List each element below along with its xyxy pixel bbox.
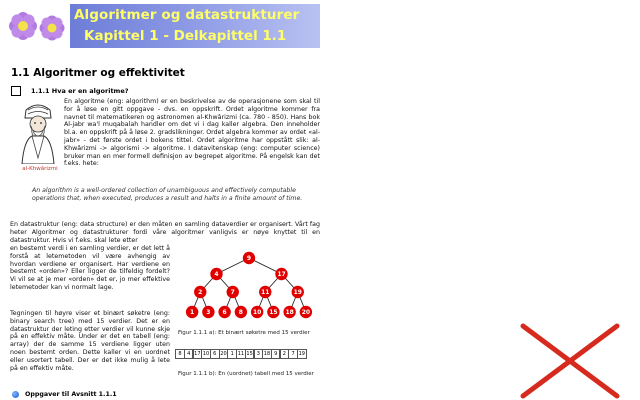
tree-node-label: 20: [301, 309, 311, 317]
array-cell: 8: [175, 349, 185, 359]
array-cell: 17: [194, 351, 201, 357]
array-cell: 10: [202, 351, 210, 357]
array-cell: 15: [246, 351, 253, 357]
array-cell: 18: [263, 351, 271, 357]
portrait-caption: al-Khwârizmi: [22, 166, 58, 172]
section-heading: 1.1 Algoritmer og effektivitet: [11, 67, 185, 79]
array-cell: 4: [184, 349, 194, 359]
tree-node-label: 1: [190, 309, 195, 317]
data-structure-paragraph: En datastruktur (eng: data structure) er den måten en samling dataverdier er organisert. Vårt fag heter Algoritmer og datastrukturer fordi våre algoritmer vanligvis er nøye knyttet til en datastruktur. Hvis vi f.eks. skal lete etter: [10, 221, 320, 244]
exercise-link[interactable]: [12, 391, 117, 398]
array-cell: 11: [237, 351, 245, 357]
array-cell: 2: [280, 349, 290, 359]
tree-node-label: 18: [285, 309, 294, 317]
portrait-image: [18, 100, 58, 164]
tree-node-label: 7: [230, 289, 235, 297]
figure-2-caption: Figur 1.1.1 b): En (uordnet) tabell med 15 verdier: [178, 371, 314, 377]
array-cell: 3: [254, 349, 264, 359]
flower-logo-icon: [8, 4, 70, 48]
array-cell: 20: [220, 351, 227, 357]
array-cell: 19: [298, 351, 305, 357]
binary-search-tree-figure: [176, 250, 322, 322]
exercise-link-label[interactable]: Oppgaver til Avsnitt 1.1.1: [25, 391, 117, 398]
intro-paragraph: En algoritme (eng: algorithm) er en beskrivelse av de operasjonene som skal til for å løse en gitt oppgave - dvs. en oppskrift. Ordet algoritme kommer fra navnet til matematikeren og astronomen al-Khwârizmi (ca. 780 - 850). Hans bok Al-jabr wa'l muqabalah handler om det vi i dag kaller algebra. Den inneholder bl.a. en oppskrift på å løse 2. gradslikninger. Ordet algebra kommer av ordet «al-jabr» - det første ordet i bokens tittel. Ordet algoritme har oppstått slik: al-Khwârizmi -> algorismi -> algoritme. I datavitenskap (eng: computer science) bruker man en mer formell definisjon av begrepet algoritme. På engelsk kan det f.eks. hete:: [64, 98, 320, 168]
tree-node-label: 2: [198, 289, 203, 297]
subsection-heading: 1.1.1 Hva er en algoritme?: [31, 87, 129, 95]
tree-node-label: 4: [214, 271, 219, 279]
tree-node-label: 3: [206, 309, 211, 317]
tree-node-label: 6: [222, 309, 227, 317]
banner-subtitle: Kapittel 1 - Delkapittel 1.1: [84, 28, 287, 44]
unordered-array-figure: [176, 349, 307, 359]
banner-title: Algoritmer og datastrukturer: [74, 7, 300, 23]
array-cell: 7: [288, 349, 298, 359]
tree-node-label: 8: [238, 309, 243, 317]
red-cross-icon: [515, 322, 625, 400]
tree-node-label: 19: [293, 289, 302, 297]
tree-node-label: 11: [261, 289, 270, 297]
ordering-paragraph: en bestemt verdi i en samling verdier, er det lett å forstå at letemetoden vil være avhengig av hvordan verdiene er organisert. Har verdiene en bestemt «orden»? Eller ligger de tilfeldig fordelt? Vi vil se at je mer «orden» det er, jo mer effektive letemetoder kan vi normalt lage.: [10, 245, 170, 291]
tree-node-label: 9: [246, 255, 252, 263]
blue-bullet-icon: [12, 391, 19, 398]
search-tree-paragraph: Tegningen til høyre viser et binært søketre (eng: binary search tree) med 15 verdier. Det er en datastruktur der leting etter verdier vil kunne skje på en effektiv måte. Under er det en tabell (eng: array) der de samme 15 verdiene ligger uten noen bestemt orden. Dette kaller vi en uordnet eller usortert tabell. Der er det ikke mulig å lete på en effektiv måte.: [10, 310, 170, 372]
tree-node-label: 10: [252, 309, 262, 317]
tree-node-label: 17: [277, 271, 286, 279]
array-cell: 6: [210, 349, 220, 359]
definition-quote: An algorithm is a well-ordered collection of unambiguous and effectively computable operations that, when executed, produces a result and halts in a finite amount of time.: [32, 187, 303, 202]
figure-1-caption: Figur 1.1.1 a): Et binært søketre med 15 verdier: [178, 330, 310, 336]
checkbox-icon[interactable]: [11, 86, 21, 96]
array-cell: 1: [227, 349, 237, 359]
tree-node-label: 15: [269, 309, 278, 317]
page-banner: [8, 4, 320, 48]
array-cell: 9: [271, 349, 281, 359]
